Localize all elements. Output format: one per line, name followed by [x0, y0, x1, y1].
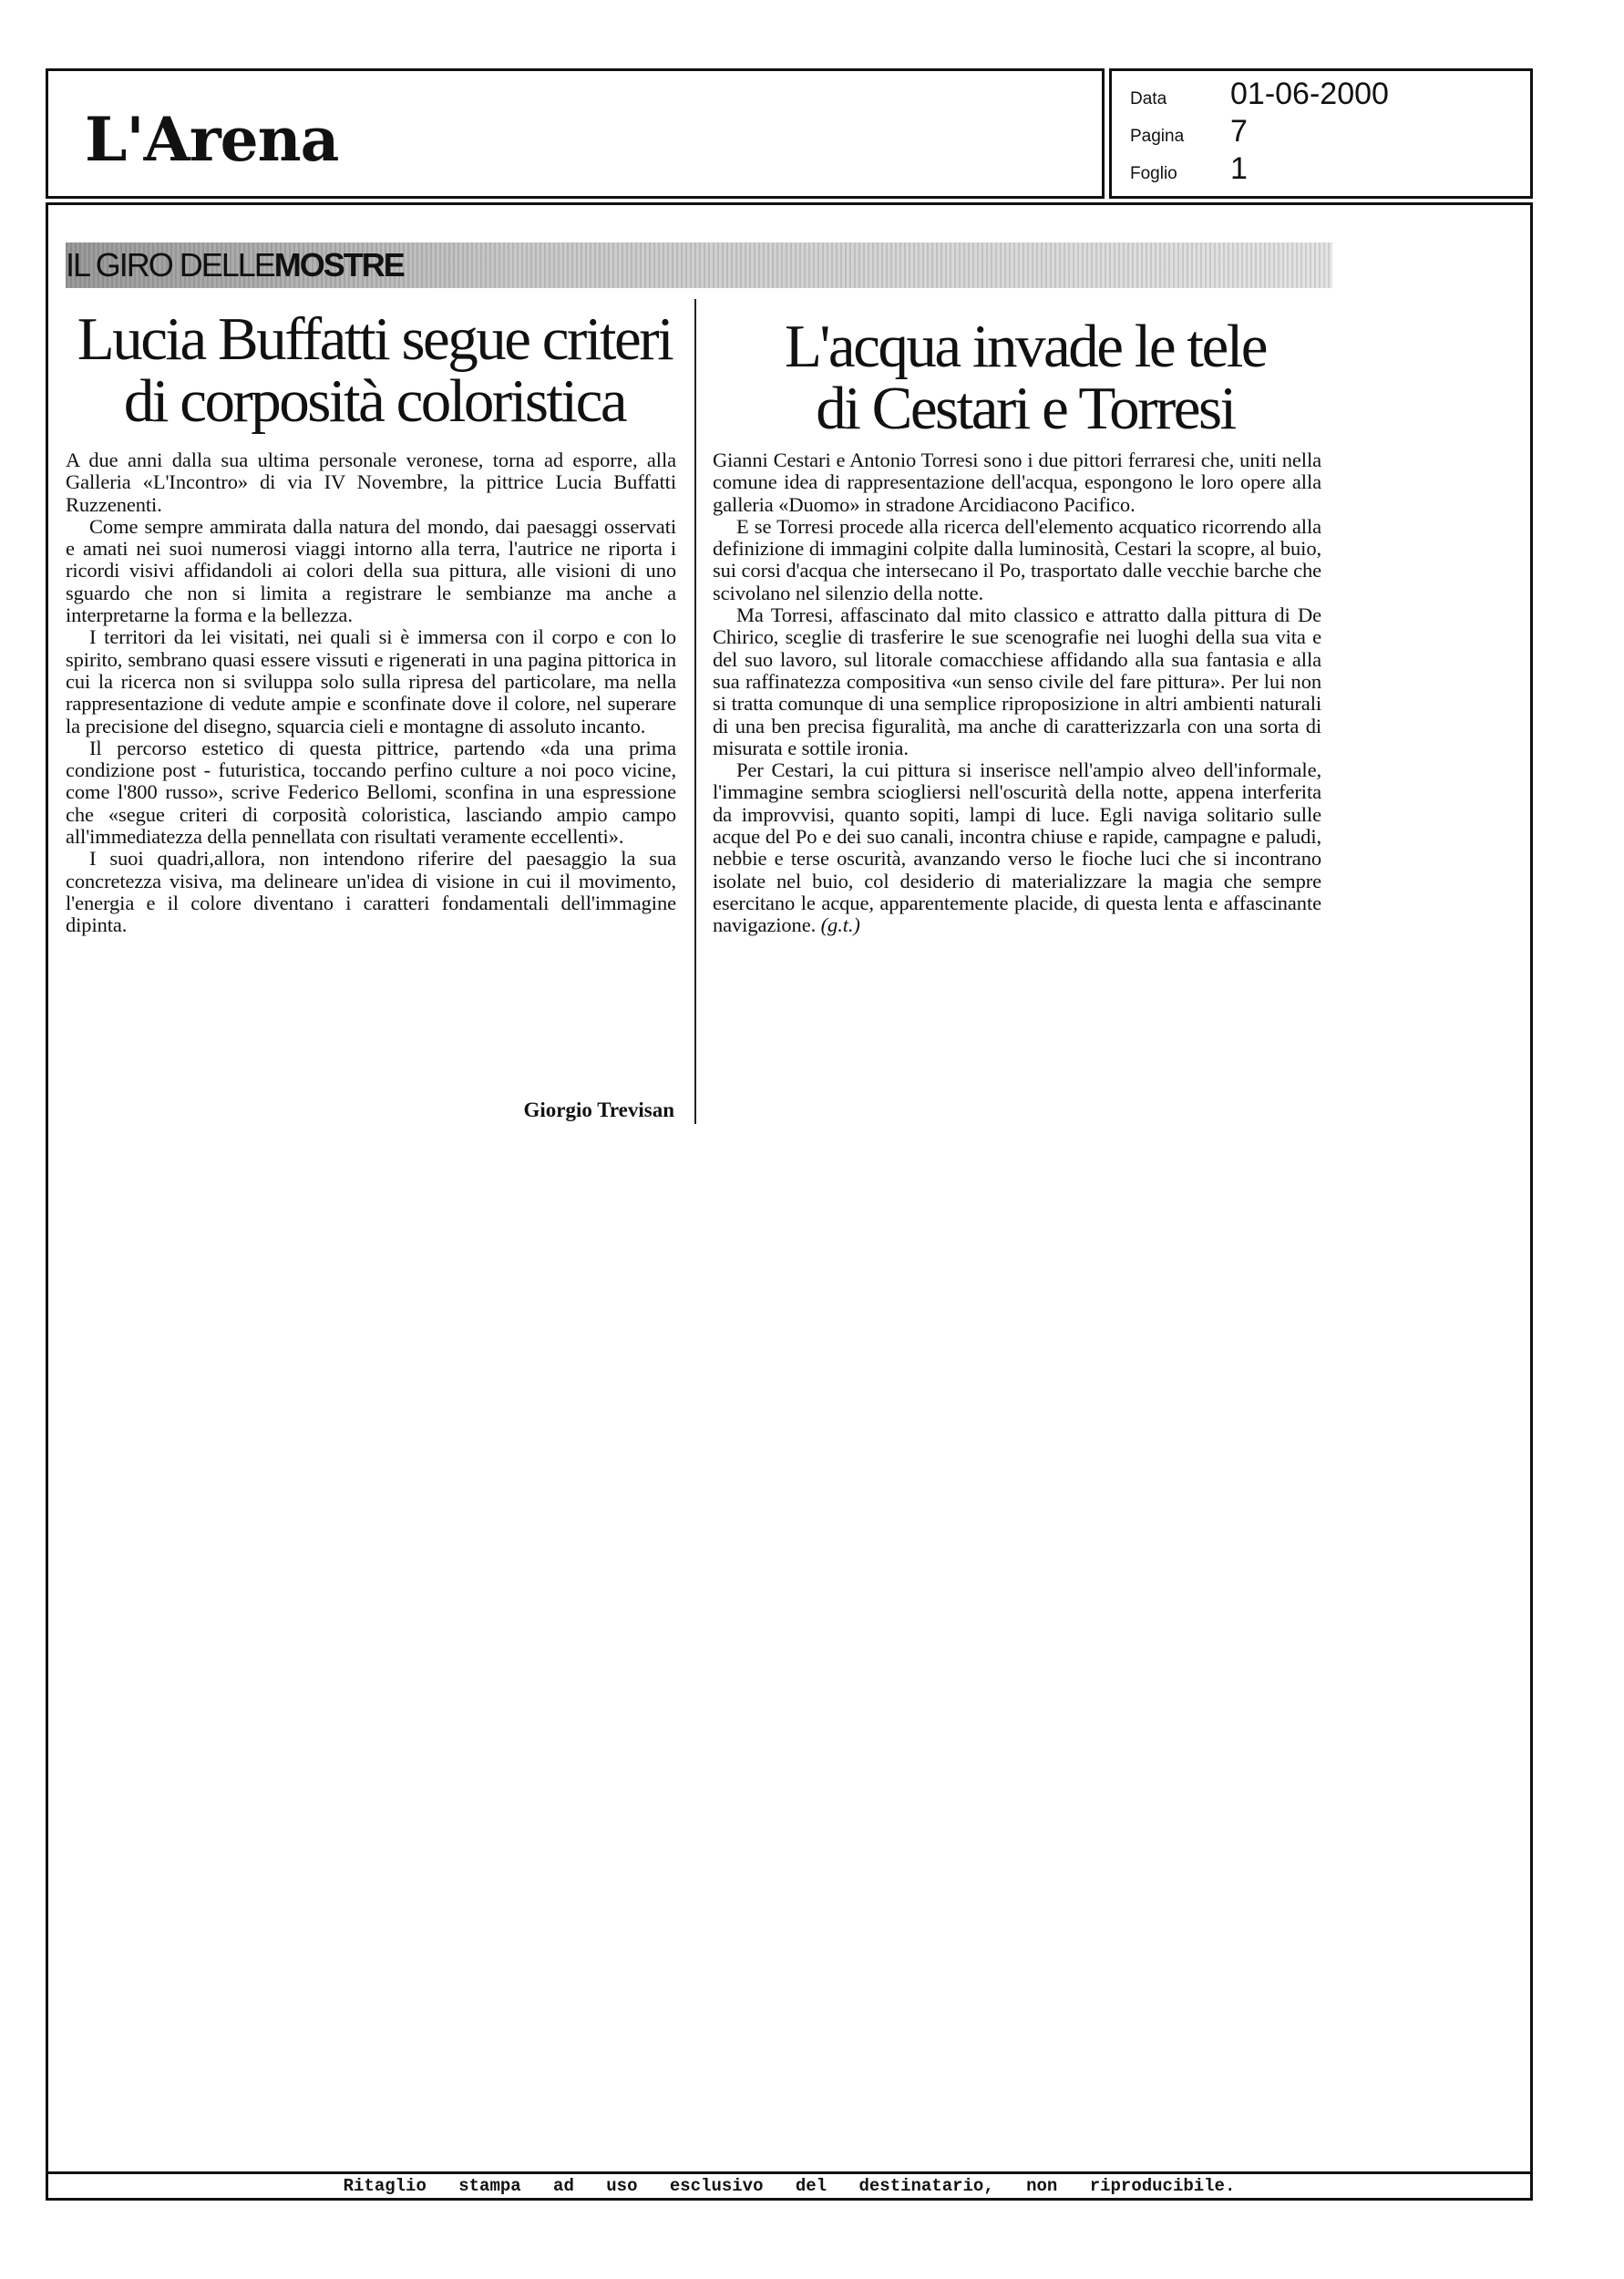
rubric-title: [66, 244, 416, 286]
right-headline-line-2: di Cestari e Torresi: [816, 375, 1235, 442]
right-paragraph-4-text: Per Cestari, la cui pittura si inserisce nell'ampio alveo dell'informale, l'immagine sembra sciogliersi nell'oscurità della notte, appena interferita da improvvisi, quanto sopiti, lampi di luce. Egli naviga solitario sulle acque del Po e dei suo canali, incontra chiuse e rapide, campagne e paludi, nebbie e terse oscurità, avanzando verso le fioche luci che si incontrano isolate nel buio, col desiderio di materializzare la magia che sempre esercitano le acque, apparentemente placide, di questa lenta e affascinante navigazione.: [713, 758, 1321, 937]
left-headline: [60, 305, 689, 435]
page-label: Pagina: [1130, 127, 1185, 146]
left-paragraph-4: Il percorso estetico di questa pittrice, partendo «da una prima condizione post - futuristica, toccando perfino culture a noi poco vicine, come l'800 russo», scrive Federico Bellomi, sconfina in una espressione che «segue criteri di corposità coloristica, lasciando ampio campo all'immediatezza della pennellata con risultati veramente eccellenti».: [66, 736, 676, 849]
rubric-bold-text: MOSTRE: [273, 246, 404, 284]
column-divider: [694, 299, 696, 1124]
footer-notice: Ritaglio stampa ad uso esclusivo del destinatario, non riproducibile.: [46, 2171, 1533, 2201]
left-paragraph-5: I suoi quadri,allora, non intendono riferire del paesaggio la sua concretezza visiva, ma delineare un'idea di visione in cui il movimento, l'energia e il colore diventano i caratteri fondamentali dell'immagine dipinta.: [66, 847, 676, 937]
date-value: 01-06-2000: [1230, 77, 1389, 111]
left-byline: Giorgio Trevisan: [523, 1098, 674, 1121]
right-paragraph-4: [713, 759, 1321, 936]
left-article-body: [66, 449, 676, 937]
left-paragraph-2: Come sempre ammirata dalla natura del mondo, dai paesaggi osservati e amati nei suoi numerosi viaggi intorno alla terra, l'autrice ne riporta i ricordi visivi affidandoli ai colori della sua pittura, alle visioni di uno sguardo che non si limita a registrare le sembianze ma anche a interpretarne la forma e la bellezza.: [66, 514, 676, 627]
sheet-value: 1: [1230, 151, 1248, 186]
left-headline-line-1: Lucia Buffatti segue criteri: [77, 305, 673, 373]
right-paragraph-3: Ma Torresi, affascinato dal mito classico e attratto dalla pittura di De Chirico, sceglie di trasferire le sue scenografie nei luoghi della sua vita e del suo lavoro, sul litorale comacchiese affidando alla sua fantasia e alla sua raffinatezza compositiva «un senso civile del fare pittura». Per lui non si tratta comunque di una semplice riproposizione in altri ambienti naturali di una ben precisa figuralità, ma anche di caratterizzarla con una sorta di misurata e sottile ironia.: [713, 603, 1321, 759]
sheet-row: [1130, 151, 1248, 188]
right-article-body: [713, 449, 1321, 937]
sheet-label: Foglio: [1130, 164, 1177, 183]
page-row: [1130, 114, 1248, 150]
publication-info-box: [1109, 68, 1533, 199]
date-label: Data: [1130, 89, 1167, 108]
section-rubric: [66, 242, 1332, 288]
right-headline-line-1: L'acqua invade le tele: [784, 313, 1267, 380]
left-paragraph-1: A due anni dalla sua ultima personale veronese, torna ad esporre, alla Galleria «L'Incontro» di via IV Novembre, la pittrice Lucia Buffatti Ruzzenenti.: [66, 449, 676, 516]
rubric-light-text: IL GIRO DELLE: [66, 246, 274, 284]
right-headline: [711, 313, 1340, 442]
left-headline-line-2: di corposità coloristica: [123, 367, 626, 435]
right-paragraph-2: E se Torresi procede alla ricerca dell'elemento acquatico ricorrendo alla definizione di immagini colpite dalla luminosità, Cestari la scopre, al buio, sui corsi d'acqua che intersecano il Po, trasportato dalle vecchie barche che scivolano nel silenzio della notte.: [713, 514, 1321, 604]
page-value: 7: [1230, 114, 1248, 149]
masthead-logo: L'Arena: [85, 104, 339, 175]
masthead-box: [46, 68, 1105, 199]
right-paragraph-1: Gianni Cestari e Antonio Torresi sono i due pittori ferraresi che, uniti nella comune idea di rappresentazione dell'acqua, espongono le loro opere alla galleria «Duomo» in stradone Arcidiacono Pacifico.: [713, 449, 1321, 516]
right-signoff: (g.t.): [820, 913, 860, 937]
date-row: [1130, 77, 1389, 113]
left-paragraph-3: I territori da lei visitati, nei quali si è immersa con il corpo e con lo spirito, sembrano quasi essere vissuti e rigenerati in una pagina pittorica in cui la ricerca non si sviluppa solo sulla ripresa del particolare, ma nella rappresentazione di vedute ampie e sconfinate dove il colore, nel superare la precisione del disegno, squarcia cieli e montagne di assoluto incanto.: [66, 625, 676, 737]
